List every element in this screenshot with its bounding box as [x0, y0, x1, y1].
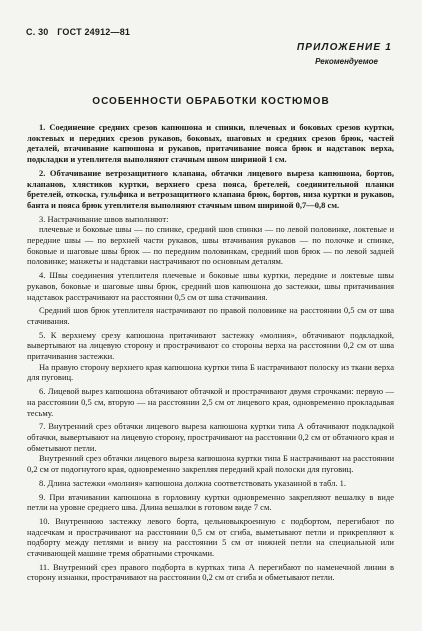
paragraph: 2. Обтачивание ветрозащитного клапана, обтачки лицевого выреза капюшона, бортов, клапанов, хлястиков куртки, верхнего среза пояса, бретелей, соединительной планки бретелей, откоска, гульфика и ветрозащитного клапана брюк, бортов, низа куртки и рукавов, банта и пояса брюк утеплителя выполняют стачным швом шириной 0,7—0,8 см.	[27, 167, 394, 210]
paragraph: 3. Настрачивание швов выполняют:	[39, 213, 169, 224]
paragraph: 9. При втачивании капюшона в горловину куртки одновременно закрепляют вешалку в виде петли на уровне среднего шва. Длина вешалки в готовом виде 7 см.	[27, 491, 394, 513]
paragraph: 5. К верхнему срезу капюшона притачивают застежку «молния», обтачивают подкладкой, вывертывают на лицевую сторону и прострачивают со стороны верха на расстоянии 0,2 см от шва притачивания застежки.	[27, 329, 394, 362]
paragraph: Средний шов брюк утеплителя настрачивают по правой половинке на расстоянии 0,5 см от шва стачивания.	[27, 305, 394, 326]
paragraph: 4. Швы соединения утеплителя плечевые и боковые швы куртки, передние и локтевые швы рукавов, боковые и шаговые швы брюк, средний шов капюшона до застежки, швы притачивания надставок расстрачивают на расстоянии 0,5 см от шва стачивания.	[27, 270, 394, 302]
document-body	[27, 122, 394, 583]
paragraph: 7. Внутренний срез обтачки лицевого выреза капюшона куртки типа А обтачивают подкладкой обтачки, вывертывают на лицевую сторону, прострачивают на расстоянии 0,2 см от обтачного края и обметывают петли.	[27, 421, 394, 453]
paragraph: плечевые и боковые швы — по спинке, средний шов спинки — по левой половинке, локтевые и передние швы — по верхней части рукавов, швы втачивания рукавов — по полочке и спинке, боковые и шаговые швы брюк — по передним половинкам, средний шов брюк — по левой задней половинке; манжеты и надставки настрачивают по основным деталям.	[27, 224, 394, 267]
section-title: ОСОБЕННОСТИ ОБРАБОТКИ КОСТЮМОВ	[92, 96, 330, 107]
page-number: С. 30	[26, 27, 49, 37]
paragraph: 8. Длина застежки «молния» капюшона должна соответствовать указанной в табл. 1.	[39, 477, 346, 488]
appendix-label: ПРИЛОЖЕНИЕ 1	[296, 42, 392, 53]
running-header	[26, 27, 136, 37]
paragraph: 1. Соединение средних срезов капюшона и спинки, плечевых и боковых срезов куртки, локтевых и передних срезов рукавов, боковых, шаговых и средних срезов брюк, частей деталей, втачивание капюшона и рукавов, притачивание пояса брюк и надставок верха, подкладки и утеплителя выполняют стачным швом шириной 1 см.	[27, 122, 394, 165]
paragraph: Внутренний срез обтачки лицевого выреза капюшона куртки типа Б настрачивают на расстоянии 0,2 см от подогнутого края, одновременно закрепляя передний край полоски для пуговиц.	[27, 453, 394, 475]
paragraph: На правую сторону верхнего края капюшона куртки типа Б настрачивают полоску из ткани верха для пуговиц.	[27, 361, 394, 383]
paragraph: 10. Внутреннюю застежку левого борта, цельновыкроенную с подбортом, перегибают по надсечкам и прострачивают на расстоянии 0,5 см от сгиба, выметывают петли и прикрепляют к подборту между петлями и внизу на расстоянии 5 см от нижней петли на специальной или стачивающей машине тремя обратными строчками.	[27, 515, 394, 559]
standard-code: ГОСТ 24912—81	[57, 27, 131, 37]
paragraph: 11. Внутренний срез правого подборта в куртках типа А перегибают по наменечной линии в сторону изнанки, прострачивают на расстоянии 0,2 см от сгиба и обметывают петли.	[27, 561, 394, 583]
appendix-status: Рекомендуемое	[315, 57, 378, 66]
paragraph: 6. Лицевой вырез капюшона обтачивают обтачкой и прострачивают двумя строчками: первую — на расстоянии 0,5 см, вторую — на расстоянии 2,5 см от лицевого края, одновременно прокладывая тесьму.	[27, 386, 394, 418]
